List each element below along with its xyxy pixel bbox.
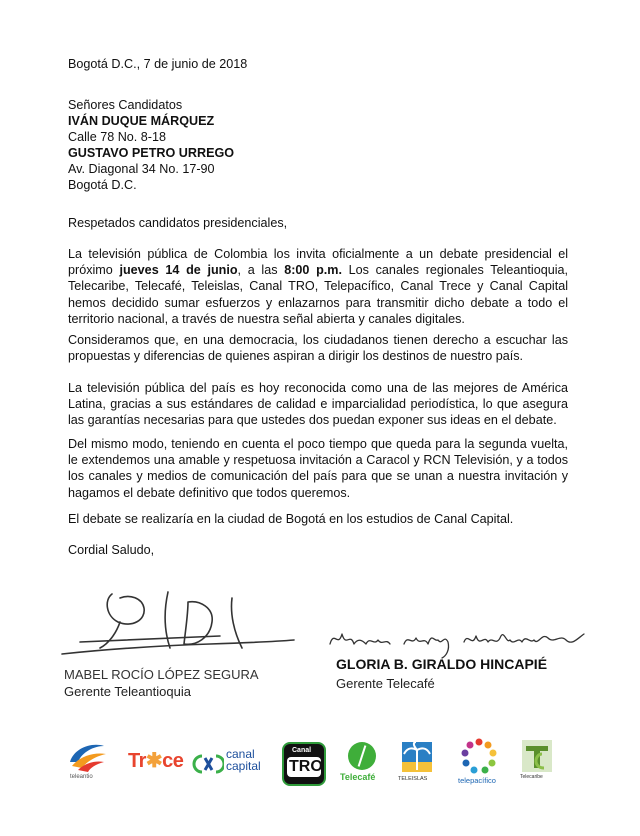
trece-wordmark: [128, 748, 183, 773]
logo-teleislas: [398, 738, 438, 788]
trece-wordmark-part2: ce: [162, 750, 184, 772]
signature-2-image: [326, 620, 596, 660]
p1-text-a: La televisión pública de Colombia los invita oficialmente a un debate presidencial el próximo: [68, 247, 568, 278]
p1-date: jueves 14 de junio: [119, 263, 238, 278]
canal-tro-line2: TRO: [289, 758, 323, 775]
canal-capital-line2: capital: [226, 759, 261, 773]
p1-text-c: , a las: [237, 263, 285, 278]
paragraph-location: El debate se realizaría en la ciudad de Bogotá en los estudios de Canal Capital.: [68, 512, 514, 526]
telepacifico-wordmark: telepacífico: [458, 776, 496, 785]
telecaribe-wordmark: Telecaribe: [520, 774, 543, 780]
signatory-2-title: Gerente Telecafé: [336, 676, 435, 691]
paragraph-democracy: Consideramos que, en una democracia, los ciudadanos tienen derecho a escuchar las propuestas y diferencias de quienes aspiran a dirigir los destinos de nuestro país.: [68, 333, 568, 364]
closing: Cordial Saludo,: [68, 543, 155, 557]
telecaribe-tc-icon: [522, 740, 552, 772]
logo-canal-trece: [128, 738, 184, 788]
canal-tro-badge: [282, 742, 326, 786]
candidate-1-address: Calle 78 No. 8-18: [68, 130, 167, 144]
salutation: Señores Candidatos: [68, 98, 183, 112]
p1-text-e: Los canales regionales Teleantioquia, Telecaribe, Telecafé, Teleislas, Canal TRO, Telepacífico, Canal Trece y Canal Capital hemos decidido sumar esfuerzos y enlazarnos para transmitir dicho debate a todo el territorio nacional, a través de nuestra señal abierta y canales digitales.: [68, 263, 569, 326]
trece-wordmark-part1: Tr: [128, 750, 146, 772]
candidate-2-name: GUSTAVO PETRO URREGO: [68, 146, 235, 160]
teleantioquia-wordmark: teleantio: [70, 774, 93, 780]
logo-canal-tro: [282, 738, 326, 788]
paragraph-invitation-others: Del mismo modo, teniendo en cuenta el poco tiempo que queda para la segunda vuelta, le extendemos una amable y respetuosa invitación a Caracol y RCN Televisión, y a todos los canales y medios de comunicación del país para que se unan a nuestra invitación y hagamos el debate definitivo que todos queremos.: [68, 437, 568, 500]
teleantioquia-swoosh-icon: [64, 740, 110, 774]
greeting: Respetados candidatos presidenciales,: [68, 216, 288, 230]
candidate-2-address: Av. Diagonal 34 No. 17-90: [68, 162, 215, 176]
teleislas-wordmark: TELEISLAS: [398, 776, 428, 782]
logo-canal-capital: [192, 738, 270, 788]
signatory-1-name: MABEL ROCÍO LÓPEZ SEGURA: [64, 667, 259, 682]
date-line: Bogotá D.C., 7 de junio de 2018: [68, 57, 248, 71]
trece-star-icon: ✱: [145, 750, 163, 772]
paragraph-quality: La televisión pública del país es hoy reconocida como una de las mejores de América Latina, gracias a sus estándares de calidad e imparcialidad periodística, lo que asegura las garantías necesarias para que ustedes dos puedan exponer sus ideas en el debate.: [68, 381, 568, 428]
signatory-2-name: GLORIA B. GIRALDO HINCAPIÉ: [336, 656, 548, 672]
teleislas-palm-icon: [400, 740, 434, 774]
canal-tro-line1: Canal: [292, 747, 312, 754]
paragraph-invitation: [68, 246, 568, 327]
p1-time: 8:00 p.m.: [284, 263, 342, 278]
telepacifico-dots-icon: [461, 738, 497, 774]
logo-teleantioquia: [62, 738, 112, 788]
logo-telecaribe: [518, 738, 558, 788]
canal-capital-cxc-icon: [192, 750, 224, 778]
telecafe-wordmark: Telecafé: [340, 772, 376, 782]
addressee-city: Bogotá D.C.: [68, 178, 137, 192]
logo-telecafe: [340, 738, 386, 788]
canal-capital-line1: canal: [226, 747, 255, 761]
logo-telepacifico: [454, 738, 504, 788]
signatory-1-title: Gerente Teleantioquia: [64, 684, 191, 699]
candidate-1-name: IVÁN DUQUE MÁRQUEZ: [68, 114, 215, 128]
